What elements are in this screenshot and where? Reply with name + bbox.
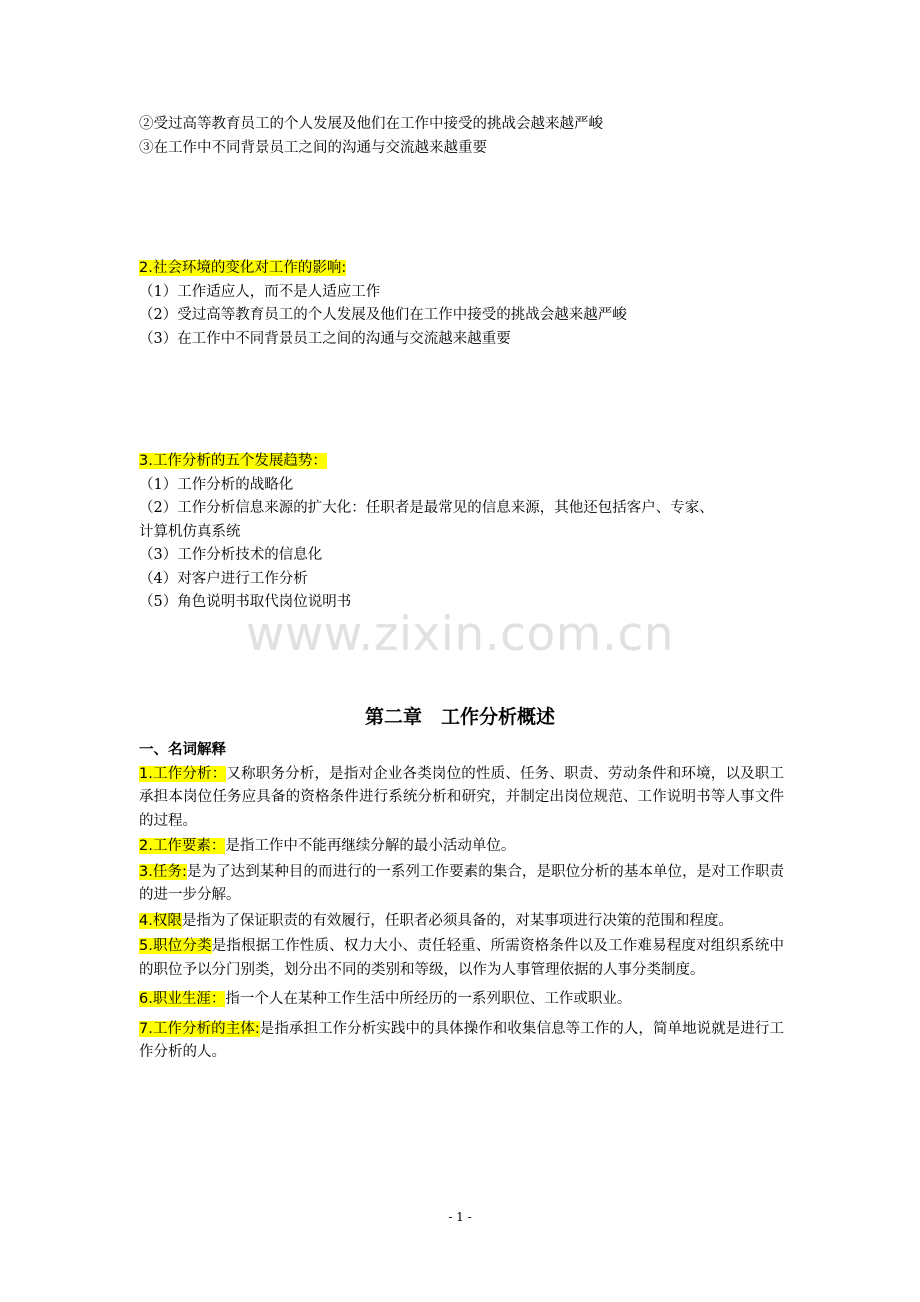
- list-item: （1）工作适应人，而不是人适应工作: [139, 283, 381, 300]
- list-item: （3）工作分析技术的信息化: [139, 547, 323, 563]
- definition-term: 5.职位分类: [139, 938, 212, 954]
- page-number: - 1 -: [448, 1210, 472, 1224]
- definition-term: 3.任务:: [139, 863, 187, 880]
- list-item: ③在工作中不同背景员工之间的沟通与交流越来越重要: [139, 139, 487, 156]
- definition-item: [139, 763, 784, 834]
- section-3: [139, 450, 784, 615]
- definition-item: [139, 835, 784, 859]
- watermark: www.zixin.com.cn: [245, 607, 675, 662]
- definition-text: 是指承担工作分析实践中的具体操作和收集信息等工作的人，简单地说就是进行工作分析的人。: [139, 1020, 784, 1060]
- chapter-title: 第二章 工作分析概述: [364, 706, 555, 728]
- top-list: [139, 113, 784, 160]
- definition-term: 4.权限: [139, 912, 182, 929]
- definition-term: 1.工作分析：: [139, 765, 227, 782]
- definition-text: 又称职务分析，是指对企业各类岗位的性质、任务、职责、劳动条件和环境，以及职工承担本岗位任务应具备的资格条件进行系统分析和研究，并制定出岗位规范、工作说明书等人事文件的过程。: [139, 765, 784, 829]
- definition-text: 是指为了保证职责的有效履行，任职者必须具备的，对某事项进行决策的范围和程度。: [181, 912, 733, 929]
- definition-item: [139, 935, 784, 982]
- definitions-heading: 一、名词解释: [139, 742, 226, 758]
- definition-text: 是为了达到某种目的而进行的一系列工作要素的集合，是职位分析的基本单位，是对工作职责的进一步分解。: [139, 863, 784, 903]
- definition-item: [139, 910, 784, 934]
- list-item: （3）在工作中不同背景员工之间的沟通与交流越来越重要: [139, 330, 511, 347]
- list-item: ②受过高等教育员工的个人发展及他们在工作中接受的挑战会越来越严峻: [139, 116, 603, 132]
- definition-term: 2.工作要素：: [139, 838, 226, 854]
- definition-text: 是指根据工作性质、权力大小、责任轻重、所需资格条件以及工作难易程度对组织系统中的职位予以分门别类，划分出不同的类别和等级，以作为人事管理依据的人事分类制度。: [139, 938, 784, 978]
- definition-text: 指一个人在某种工作生活中所经历的一系列职位、工作或职业。: [225, 991, 632, 1007]
- definition-text: 是指工作中不能再继续分解的最小活动单位。: [225, 838, 516, 854]
- section-heading: 2.社会环境的变化对工作的影响:: [139, 260, 347, 276]
- list-item: （4）对客户进行工作分析: [139, 570, 308, 587]
- definitions-section: [139, 739, 784, 1067]
- list-item: （1）工作分析的战略化: [139, 476, 294, 493]
- list-item: （2）工作分析信息来源的扩大化：任职者是最常见的信息来源，其他还包括客户、专家、: [139, 500, 714, 516]
- list-item: 计算机仿真系统: [139, 523, 241, 540]
- definition-item: [139, 988, 784, 1012]
- definition-item: [139, 1018, 784, 1065]
- section-2: [139, 257, 784, 351]
- section-heading: 3.工作分析的五个发展趋势：: [139, 453, 327, 469]
- definition-item: [139, 861, 784, 908]
- list-item: （5）角色说明书取代岗位说明书: [139, 594, 352, 610]
- list-item: （2）受过高等教育员工的个人发展及他们在工作中接受的挑战会越来越严峻: [139, 307, 627, 323]
- definition-term: 7.工作分析的主体:: [139, 1020, 260, 1037]
- definition-term: 6.职业生涯：: [139, 991, 226, 1007]
